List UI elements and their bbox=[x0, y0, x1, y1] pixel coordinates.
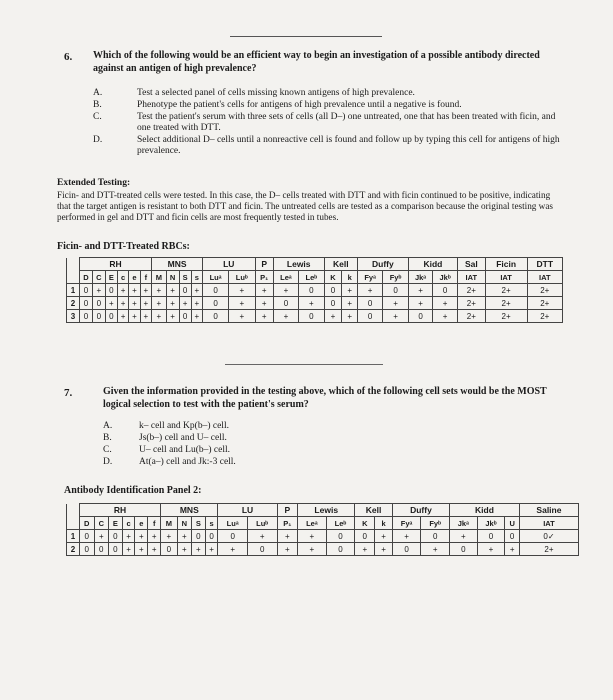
reaction-cell: 0 bbox=[203, 310, 229, 323]
reaction-cell: + bbox=[383, 297, 409, 310]
reaction-cell: + bbox=[148, 530, 161, 543]
antigen-header: Fyᵇ bbox=[421, 517, 450, 530]
reaction-cell: 0 bbox=[179, 310, 191, 323]
reaction-cell: + bbox=[218, 543, 247, 556]
reaction-cell: 0 bbox=[477, 530, 505, 543]
reaction-cell: + bbox=[342, 297, 358, 310]
reaction-cell: + bbox=[117, 297, 128, 310]
antigen-header: c bbox=[117, 271, 128, 284]
panel-2-table bbox=[66, 503, 579, 556]
section-divider bbox=[225, 364, 383, 365]
antigen-header: f bbox=[140, 271, 151, 284]
antigen-header: C bbox=[92, 271, 105, 284]
reaction-cell: 0 bbox=[105, 310, 117, 323]
q7-option-d[interactable]: D. At(a–) cell and Jk:-3 cell. bbox=[103, 457, 236, 467]
row-number-header bbox=[67, 517, 80, 530]
reaction-cell: 0 bbox=[505, 530, 520, 543]
group-header: Kidd bbox=[450, 504, 520, 517]
reaction-cell: + bbox=[255, 310, 273, 323]
antigen-header: e bbox=[129, 271, 140, 284]
table-row bbox=[67, 310, 563, 323]
reaction-cell: + bbox=[191, 310, 202, 323]
cell-number: 2 bbox=[67, 543, 80, 556]
reaction-cell: + bbox=[383, 310, 409, 323]
reaction-cell: 0 bbox=[109, 543, 123, 556]
group-header: Ficin bbox=[485, 258, 527, 271]
reaction-cell: 0 bbox=[80, 310, 93, 323]
reaction-cell: 0 bbox=[433, 284, 458, 297]
antigen-header: Jkᵇ bbox=[477, 517, 505, 530]
question-7-text: Given the information provided in the testing above, which of the following cell sets would be the MOST logical selection to test with the patient's serum? bbox=[103, 386, 547, 410]
antigen-header: c bbox=[122, 517, 135, 530]
row-number-header bbox=[67, 258, 80, 271]
question-7-number: 7. bbox=[64, 387, 73, 399]
reaction-cell: + bbox=[140, 310, 151, 323]
antigen-header: S bbox=[179, 271, 191, 284]
group-header: Duffy bbox=[357, 258, 408, 271]
reaction-cell: 0 bbox=[80, 284, 93, 297]
group-header: RH bbox=[80, 504, 161, 517]
reaction-cell: + bbox=[148, 543, 161, 556]
q6-option-b[interactable]: B. Phenotype the patient's cells for antigens of high prevalence until a negative is found. bbox=[93, 100, 462, 110]
reaction-cell: 2+ bbox=[527, 297, 562, 310]
reaction-cell: + bbox=[247, 530, 277, 543]
reaction-cell: 2+ bbox=[457, 297, 485, 310]
antigen-header: N bbox=[166, 271, 179, 284]
group-header: Sal bbox=[457, 258, 485, 271]
extended-testing-body: Ficin- and DTT-treated cells were tested. In this case, the D– cells treated with DTT and with ficin continued to be positive, indicating that the target antigen is resistant to both DTT and ficin. The untreated cells are tested as a comparison because the original testing was performed in gel and DTT and ficin cells are most frequently tested in tubes. bbox=[57, 190, 553, 222]
reaction-cell: + bbox=[94, 530, 109, 543]
antigen-header: Luᵃ bbox=[218, 517, 247, 530]
antigen-header: f bbox=[148, 517, 161, 530]
group-header: Saline bbox=[519, 504, 578, 517]
reaction-cell: 2+ bbox=[457, 284, 485, 297]
reaction-cell: 2+ bbox=[485, 297, 527, 310]
panel-1-table bbox=[66, 257, 563, 323]
antigen-header: IAT bbox=[519, 517, 578, 530]
antigen-header: K bbox=[355, 517, 375, 530]
antigen-header: e bbox=[135, 517, 148, 530]
cell-number: 2 bbox=[67, 297, 80, 310]
antigen-header: s bbox=[205, 517, 218, 530]
question-6-number: 6. bbox=[64, 51, 73, 63]
reaction-cell: 0 bbox=[179, 284, 191, 297]
panel-1-title: Ficin- and DTT-Treated RBCs: bbox=[57, 241, 190, 252]
antigen-header: S bbox=[192, 517, 206, 530]
reaction-cell: + bbox=[229, 284, 255, 297]
group-header: DTT bbox=[527, 258, 562, 271]
antigen-header: Luᵇ bbox=[247, 517, 277, 530]
antigen-header: Fyᵇ bbox=[383, 271, 409, 284]
antigen-header: k bbox=[342, 271, 358, 284]
reaction-cell: + bbox=[357, 284, 382, 297]
reaction-cell: + bbox=[450, 530, 478, 543]
reaction-cell: + bbox=[122, 530, 135, 543]
antigen-header: P₁ bbox=[277, 517, 298, 530]
reaction-cell: + bbox=[421, 543, 450, 556]
reaction-cell: + bbox=[505, 543, 520, 556]
cell-number: 1 bbox=[67, 284, 80, 297]
antigen-header: E bbox=[109, 517, 123, 530]
reaction-cell: 0 bbox=[326, 530, 355, 543]
reaction-cell: 0 bbox=[80, 543, 95, 556]
reaction-cell: 0 bbox=[357, 297, 382, 310]
table-row bbox=[67, 297, 563, 310]
q6-option-d[interactable]: D. Select additional D– cells until a nonreactive cell is found and follow up by typing this cell for antigens of high prevalence. bbox=[93, 135, 560, 156]
reaction-cell: 0 bbox=[203, 297, 229, 310]
reaction-cell: 0 bbox=[324, 297, 342, 310]
reaction-cell: + bbox=[166, 310, 179, 323]
top-divider bbox=[230, 36, 382, 37]
group-header: LU bbox=[218, 504, 277, 517]
group-header: Lewis bbox=[273, 258, 324, 271]
reaction-cell: + bbox=[324, 310, 342, 323]
reaction-cell: 0 bbox=[247, 543, 277, 556]
reaction-cell: + bbox=[177, 543, 192, 556]
antigen-header: P₁ bbox=[255, 271, 273, 284]
antigen-header: Leᵃ bbox=[273, 271, 298, 284]
reaction-cell: + bbox=[342, 284, 358, 297]
reaction-cell: 0 bbox=[383, 284, 409, 297]
reaction-cell: + bbox=[179, 297, 191, 310]
reaction-cell: + bbox=[277, 543, 298, 556]
reaction-cell: 0 bbox=[218, 530, 247, 543]
antigen-header: s bbox=[191, 271, 202, 284]
antigen-header: M bbox=[152, 271, 167, 284]
reaction-cell: + bbox=[433, 310, 458, 323]
reaction-cell: + bbox=[135, 543, 148, 556]
reaction-cell: + bbox=[117, 284, 128, 297]
reaction-cell: 2+ bbox=[485, 284, 527, 297]
group-header: Duffy bbox=[392, 504, 449, 517]
question-7-options bbox=[103, 421, 503, 469]
antigen-header: D bbox=[80, 271, 93, 284]
antigen-header: U bbox=[505, 517, 520, 530]
reaction-cell: 2+ bbox=[527, 310, 562, 323]
antigen-header: Jkᵃ bbox=[450, 517, 478, 530]
reaction-cell: + bbox=[152, 297, 167, 310]
panel-2-title: Antibody Identification Panel 2: bbox=[64, 485, 202, 496]
question-6-text: Which of the following would be an efficient way to begin an investigation of a possible antibody directed against an antigen of high prevalence? bbox=[93, 50, 540, 74]
reaction-cell: 0 bbox=[105, 284, 117, 297]
reaction-cell: 0 bbox=[192, 530, 206, 543]
reaction-cell: 0 bbox=[326, 543, 355, 556]
group-header: MNS bbox=[152, 258, 203, 271]
reaction-cell: 0 bbox=[92, 310, 105, 323]
extended-testing-title: Extended Testing: bbox=[57, 178, 131, 188]
group-header: P bbox=[255, 258, 273, 271]
reaction-cell: 2+ bbox=[527, 284, 562, 297]
reaction-cell: 0 bbox=[357, 310, 382, 323]
q6-option-c[interactable]: C. Test the patient's serum with three sets of cells (all D–) one untreated, one that has been treated with ficin, and one treated with DTT. bbox=[93, 112, 556, 133]
reaction-cell: + bbox=[140, 297, 151, 310]
antigen-header: D bbox=[80, 517, 95, 530]
reaction-cell: 0 bbox=[92, 297, 105, 310]
reaction-cell: 0✓ bbox=[519, 530, 578, 543]
reaction-cell: + bbox=[277, 530, 298, 543]
reaction-cell: + bbox=[135, 530, 148, 543]
q7-option-b[interactable]: B. Js(b–) cell and U– cell. bbox=[103, 433, 227, 443]
antigen-header: k bbox=[375, 517, 393, 530]
antigen-header: IAT bbox=[527, 271, 562, 284]
reaction-cell: + bbox=[255, 297, 273, 310]
antigen-header: Fyᵃ bbox=[392, 517, 420, 530]
reaction-cell: + bbox=[477, 543, 505, 556]
reaction-cell: 2+ bbox=[485, 310, 527, 323]
reaction-cell: + bbox=[355, 543, 375, 556]
table-row bbox=[67, 530, 579, 543]
reaction-cell: 0 bbox=[94, 543, 109, 556]
q7-option-c[interactable]: C. U– cell and Lu(b–) cell. bbox=[103, 445, 231, 455]
reaction-cell: + bbox=[152, 310, 167, 323]
table-row bbox=[67, 543, 579, 556]
reaction-cell: 0 bbox=[299, 284, 325, 297]
antigen-header: E bbox=[105, 271, 117, 284]
q7-option-a[interactable]: A. k– cell and Kp(b–) cell. bbox=[103, 421, 229, 431]
reaction-cell: 0 bbox=[203, 284, 229, 297]
reaction-cell: 0 bbox=[450, 543, 478, 556]
reaction-cell: + bbox=[161, 530, 177, 543]
reaction-cell: + bbox=[191, 284, 202, 297]
reaction-cell: 0 bbox=[161, 543, 177, 556]
reaction-cell: + bbox=[408, 297, 433, 310]
antigen-header: Fyᵃ bbox=[357, 271, 382, 284]
reaction-cell: + bbox=[298, 543, 326, 556]
reaction-cell: + bbox=[273, 310, 298, 323]
reaction-cell: + bbox=[92, 284, 105, 297]
cell-number: 1 bbox=[67, 530, 80, 543]
q6-option-a[interactable]: A. Test a selected panel of cells missing known antigens of high prevalence. bbox=[93, 88, 415, 98]
reaction-cell: + bbox=[375, 530, 393, 543]
reaction-cell: + bbox=[122, 543, 135, 556]
reaction-cell: 0 bbox=[408, 310, 433, 323]
antigen-header: Jkᵃ bbox=[408, 271, 433, 284]
reaction-cell: + bbox=[273, 284, 298, 297]
reaction-cell: + bbox=[229, 297, 255, 310]
reaction-cell: + bbox=[298, 530, 326, 543]
reaction-cell: + bbox=[177, 530, 192, 543]
reaction-cell: 0 bbox=[324, 284, 342, 297]
group-header: Lewis bbox=[298, 504, 355, 517]
reaction-cell: + bbox=[152, 284, 167, 297]
reaction-cell: 0 bbox=[392, 543, 420, 556]
reaction-cell: 0 bbox=[109, 530, 123, 543]
reaction-cell: + bbox=[192, 543, 206, 556]
group-header: Kell bbox=[324, 258, 357, 271]
antigen-header: Leᵇ bbox=[299, 271, 325, 284]
reaction-cell: 0 bbox=[299, 310, 325, 323]
row-number-header bbox=[67, 504, 80, 517]
reaction-cell: 0 bbox=[80, 530, 95, 543]
group-header: RH bbox=[80, 258, 152, 271]
antigen-header: C bbox=[94, 517, 109, 530]
group-header: P bbox=[277, 504, 298, 517]
group-header: MNS bbox=[161, 504, 218, 517]
reaction-cell: 0 bbox=[421, 530, 450, 543]
reaction-cell: 0 bbox=[80, 297, 93, 310]
reaction-cell: + bbox=[129, 284, 140, 297]
reaction-cell: 0 bbox=[273, 297, 298, 310]
reaction-cell: 0 bbox=[205, 530, 218, 543]
row-number-header bbox=[67, 271, 80, 284]
antigen-header: N bbox=[177, 517, 192, 530]
cell-number: 3 bbox=[67, 310, 80, 323]
reaction-cell: + bbox=[191, 297, 202, 310]
reaction-cell: + bbox=[408, 284, 433, 297]
antigen-header: IAT bbox=[485, 271, 527, 284]
reaction-cell: 2+ bbox=[519, 543, 578, 556]
antigen-header: Luᵇ bbox=[229, 271, 255, 284]
reaction-cell: + bbox=[229, 310, 255, 323]
group-header: Kell bbox=[355, 504, 393, 517]
table-row bbox=[67, 284, 563, 297]
reaction-cell: + bbox=[433, 297, 458, 310]
question-6-options bbox=[93, 88, 563, 158]
group-header: Kidd bbox=[408, 258, 457, 271]
reaction-cell: + bbox=[255, 284, 273, 297]
reaction-cell: + bbox=[299, 297, 325, 310]
reaction-cell: 2+ bbox=[457, 310, 485, 323]
antigen-header: Jkᵇ bbox=[433, 271, 458, 284]
reaction-cell: + bbox=[392, 530, 420, 543]
antigen-header: Leᵇ bbox=[326, 517, 355, 530]
antigen-header: Luᵃ bbox=[203, 271, 229, 284]
group-header: LU bbox=[203, 258, 255, 271]
reaction-cell: + bbox=[105, 297, 117, 310]
reaction-cell: + bbox=[129, 297, 140, 310]
reaction-cell: + bbox=[166, 297, 179, 310]
reaction-cell: + bbox=[342, 310, 358, 323]
reaction-cell: + bbox=[117, 310, 128, 323]
reaction-cell: + bbox=[166, 284, 179, 297]
reaction-cell: + bbox=[205, 543, 218, 556]
antigen-header: M bbox=[161, 517, 177, 530]
reaction-cell: + bbox=[140, 284, 151, 297]
antigen-header: IAT bbox=[457, 271, 485, 284]
reaction-cell: 0 bbox=[355, 530, 375, 543]
antigen-header: Leᵃ bbox=[298, 517, 326, 530]
reaction-cell: + bbox=[129, 310, 140, 323]
reaction-cell: + bbox=[375, 543, 393, 556]
antigen-header: K bbox=[324, 271, 342, 284]
